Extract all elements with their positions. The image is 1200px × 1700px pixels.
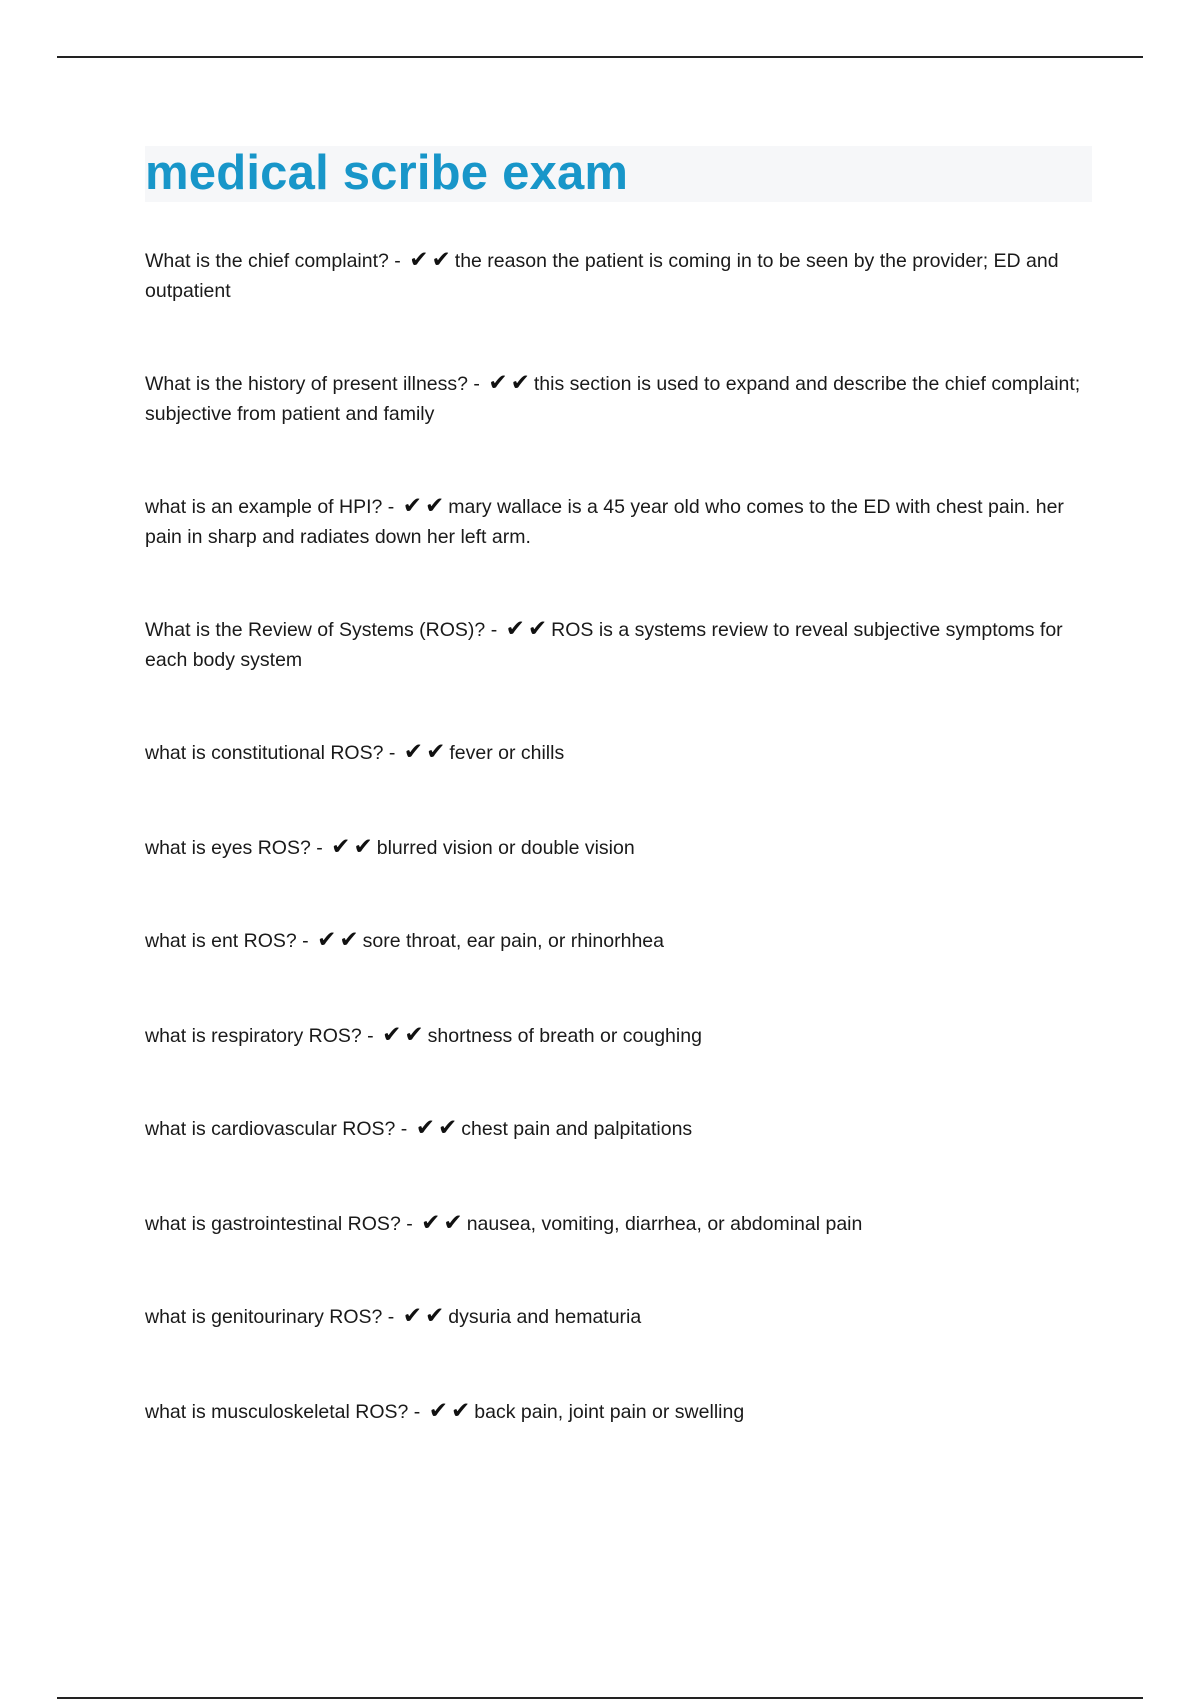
checkmark-icon: ✔ xyxy=(425,1303,445,1329)
separator: - xyxy=(388,742,396,764)
answer-text: chest pain and palpitations xyxy=(461,1118,693,1140)
question-text: what is cardiovascular ROS? xyxy=(145,1118,396,1140)
answer-text: dysuria and hematuria xyxy=(448,1306,642,1328)
checkmark-icon: ✔ xyxy=(443,1210,463,1236)
checkmark-icon: ✔ xyxy=(382,1022,402,1048)
answer-text: mary wallace is a 45 year old who comes to the ED with chest pain. her pain in sharp and radiates down her left arm. xyxy=(145,496,1064,548)
separator: - xyxy=(473,373,480,395)
qa-item xyxy=(145,1114,1095,1144)
separator: - xyxy=(302,930,309,952)
checkmark-icon: ✔ xyxy=(431,247,451,273)
checkmark-icon: ✔ xyxy=(402,1303,422,1329)
answer-text: sore throat, ear pain, or rhinorhhea xyxy=(362,930,664,952)
checkmark-icon: ✔ xyxy=(403,739,424,765)
separator: - xyxy=(387,1306,395,1328)
answer-text: shortness of breath or coughing xyxy=(427,1025,702,1047)
checkmark-icon: ✔ xyxy=(437,1115,458,1141)
top-divider xyxy=(57,56,1143,58)
checkmark-icon: ✔ xyxy=(510,370,530,396)
question-text: what is constitutional ROS? xyxy=(145,742,384,764)
question-text: What is the Review of Systems (ROS)? xyxy=(145,619,486,641)
qa-item xyxy=(145,492,1095,552)
checkmark-icon: ✔ xyxy=(409,247,429,273)
checkmark-icon: ✔ xyxy=(353,834,373,860)
bottom-divider xyxy=(57,1697,1143,1699)
qa-item xyxy=(145,615,1095,675)
checkmark-icon: ✔ xyxy=(402,493,422,519)
question-text: What is the chief complaint? xyxy=(145,250,389,272)
checkmark-icon: ✔ xyxy=(404,1022,424,1048)
checkmark-icon: ✔ xyxy=(488,370,508,396)
qa-item xyxy=(145,1209,1095,1239)
separator: - xyxy=(406,1213,413,1235)
qa-item xyxy=(145,246,1095,306)
checkmark-icon: ✔ xyxy=(317,927,337,953)
answer-text: blurred vision or double vision xyxy=(376,837,635,859)
separator: - xyxy=(394,250,401,272)
qa-item xyxy=(145,738,1095,768)
checkmark-icon: ✔ xyxy=(415,1115,435,1141)
checkmark-icon: ✔ xyxy=(426,739,446,765)
checkmark-icon: ✔ xyxy=(527,616,548,642)
qa-item xyxy=(145,926,1095,956)
checkmark-icon: ✔ xyxy=(425,493,445,519)
answer-text: fever or chills xyxy=(449,742,565,764)
checkmark-icon: ✔ xyxy=(331,834,351,860)
separator: - xyxy=(490,619,498,641)
checkmark-icon: ✔ xyxy=(505,616,525,642)
separator: - xyxy=(316,837,323,859)
question-text: what is musculoskeletal ROS? xyxy=(145,1401,409,1423)
qa-item xyxy=(145,1302,1095,1332)
answer-text: nausea, vomiting, diarrhea, or abdominal pain xyxy=(466,1213,863,1235)
answer-text: this section is used to expand and describe the chief complaint; subjective from patient and family xyxy=(145,373,1081,425)
separator: - xyxy=(413,1401,421,1423)
question-text: what is eyes ROS? xyxy=(145,837,311,859)
question-text: what is an example of HPI? xyxy=(145,496,383,518)
qa-item xyxy=(145,1021,1095,1051)
answer-text: ROS is a systems review to reveal subjective symptoms for each body system xyxy=(145,619,1063,671)
question-text: what is respiratory ROS? xyxy=(145,1025,362,1047)
answer-text: back pain, joint pain or swelling xyxy=(474,1401,745,1423)
question-text: what is gastrointestinal ROS? xyxy=(145,1213,401,1235)
separator: - xyxy=(367,1025,374,1047)
qa-item xyxy=(145,1397,1095,1427)
checkmark-icon: ✔ xyxy=(421,1210,441,1236)
checkmark-icon: ✔ xyxy=(339,927,359,953)
checkmark-icon: ✔ xyxy=(428,1398,448,1424)
answer-text: the reason the patient is coming in to be seen by the provider; ED and outpatient xyxy=(145,250,1059,302)
document-title: medical scribe exam xyxy=(145,146,629,200)
question-text: what is genitourinary ROS? xyxy=(145,1306,383,1328)
qa-item xyxy=(145,833,1095,863)
separator: - xyxy=(387,496,395,518)
question-text: What is the history of present illness? xyxy=(145,373,468,395)
question-text: what is ent ROS? xyxy=(145,930,297,952)
qa-item xyxy=(145,369,1095,429)
checkmark-icon: ✔ xyxy=(450,1398,471,1424)
separator: - xyxy=(400,1118,408,1140)
